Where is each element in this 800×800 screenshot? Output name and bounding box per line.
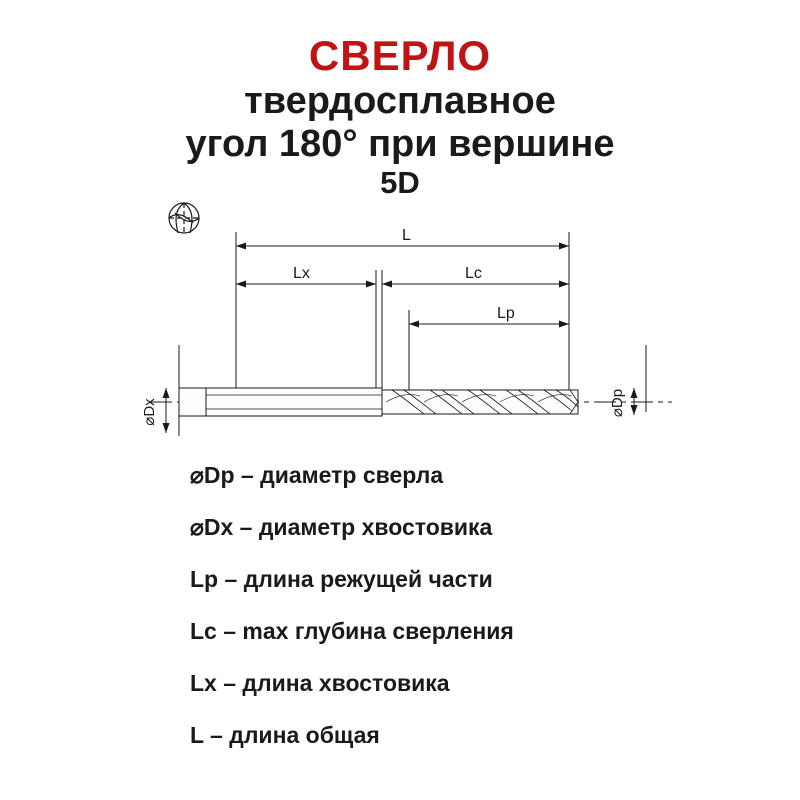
title-subtitle-depth-class: 5D: [380, 165, 420, 201]
legend-item-dx: [190, 514, 750, 541]
title-subtitle-angle: угол 180° при вершине: [185, 122, 615, 165]
legend-text-lx: длина хвостовика: [242, 670, 450, 696]
legend-symbol-dp: ⌀Dp: [190, 462, 235, 488]
legend-text-dx: диаметр хвостовика: [258, 514, 493, 540]
legend-symbol-l: L: [190, 722, 204, 748]
legend-symbol-lc: Lc: [190, 618, 217, 644]
technical-drawing: [0, 190, 800, 465]
title-subtitle-material: твердосплавное: [244, 80, 556, 123]
legend-dash-l: –: [203, 722, 230, 748]
legend-text-lp: длина режущей части: [243, 566, 493, 592]
dim-label-Dx: ⌀Dx: [141, 398, 158, 426]
legend-item-lp: [190, 566, 750, 593]
dim-label-Lc: Lc: [465, 265, 482, 282]
legend-symbol-dx: ⌀Dx: [190, 514, 234, 540]
legend-item-lx: [190, 670, 750, 697]
legend-list: [190, 462, 750, 774]
legend-text-l: длина общая: [229, 722, 380, 748]
legend-dash-dp: –: [234, 462, 261, 488]
legend-symbol-lx: Lx: [190, 670, 217, 696]
legend-item-dp: [190, 462, 750, 489]
title-block: [0, 34, 800, 200]
dim-label-Dp: ⌀Dp: [609, 388, 626, 418]
legend-item-lc: [190, 618, 750, 645]
legend-symbol-lp: Lp: [190, 566, 219, 592]
legend-text-dp: диаметр сверла: [260, 462, 444, 488]
legend-dash-lc: –: [216, 618, 243, 644]
drill-cross-section-icon: [169, 203, 199, 233]
legend-dash-lx: –: [216, 670, 243, 696]
page-title: СВЕРЛО: [308, 32, 492, 79]
dim-label-L: L: [402, 227, 411, 244]
legend-item-l: [190, 722, 750, 749]
legend-dash-dx: –: [233, 514, 259, 540]
legend-dash-lp: –: [218, 566, 244, 592]
dim-label-Lp: Lp: [497, 305, 515, 322]
legend-text-lc: max глубина сверления: [242, 618, 514, 644]
dim-label-Lx: Lx: [293, 265, 310, 282]
